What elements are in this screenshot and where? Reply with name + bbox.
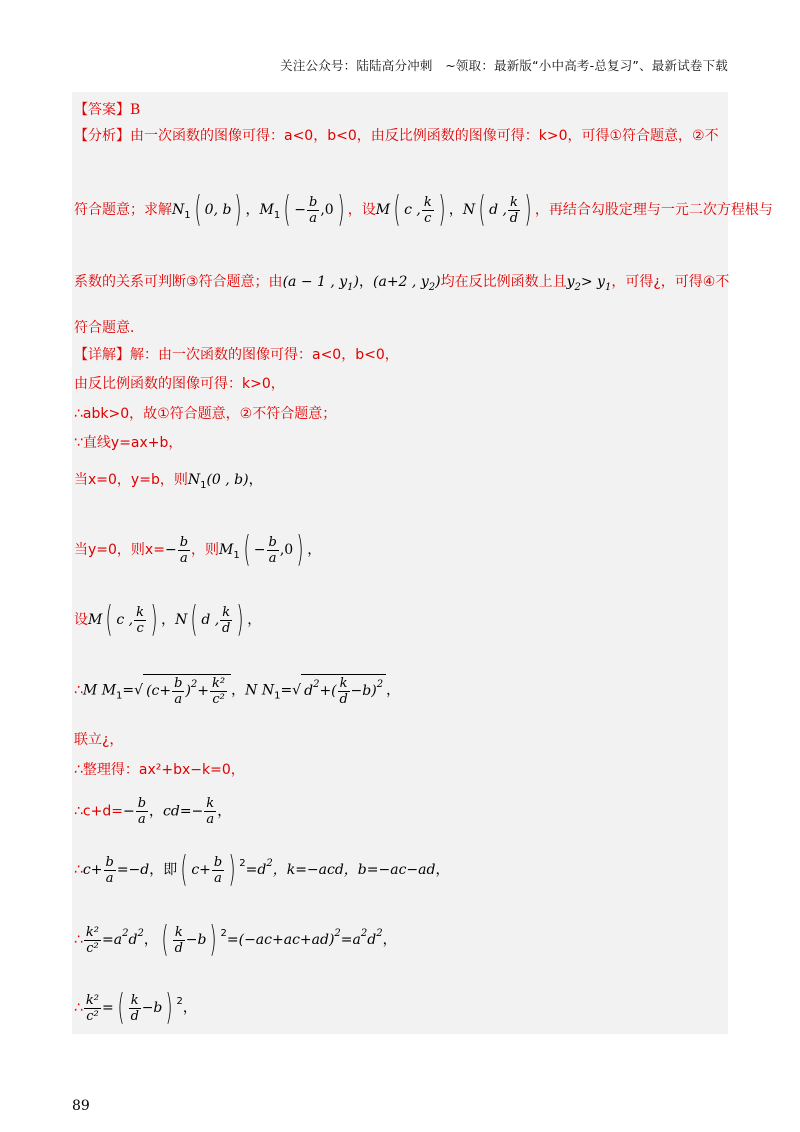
analysis-text-2c: ，再结合勾股定理与一元二次方程根与 xyxy=(534,202,773,218)
analysis-text-3c: ，可得¿，可得④不 xyxy=(611,274,730,290)
answer-line xyxy=(74,100,140,120)
detail-line-11: ∴c+d=− $\frac{b}{a}$ ，cd=− $\frac{k}{a}$ ， xyxy=(74,796,232,827)
analysis-line-2: 符合题意；求解$N_1$( 0, b) ，$M_1$( − $\frac{b}{a}$ ,0) ，设M( c , $\frac{k}{c}$ ) ，N( d , $\frac{k}{d}$ ) ，再结合勾股定理与一元二次方程根与 xyxy=(74,189,773,230)
analysis-text-2b: ，设 xyxy=(347,202,376,218)
detail-text-11: ∴c+d= xyxy=(74,803,123,820)
detail-text-8: ∴ xyxy=(74,682,83,699)
analysis-text-2a: 符合题意；求解 xyxy=(74,202,172,218)
analysis-text-1: 由一次函数的图像可得：a<0，b<0，由反比例函数的图像可得：k>0，可得①符合题意，②不 xyxy=(130,128,719,144)
detail-text-7: 设 xyxy=(74,612,88,628)
detail-line-9: 联立¿， xyxy=(74,732,124,748)
detail-text-6b: ，则 xyxy=(191,542,220,558)
detail-text-13: ∴ xyxy=(74,932,83,948)
detail-text-14: ∴ xyxy=(74,1000,83,1016)
detail-line-7: 设M( c , $\frac{k}{c}$ ) ，N( d , $\frac{k}{d}$ ) ， xyxy=(74,599,262,640)
detail-line-1 xyxy=(74,345,399,365)
detail-text-12: ∴ xyxy=(74,862,83,878)
detail-text-6: 当y=0，则x= xyxy=(74,542,165,558)
analysis-text-3a: 系数的关系可判断③符合题意；由 xyxy=(74,274,283,290)
detail-line-4: ∵直线y=ax+b， xyxy=(74,435,183,451)
detail-line-10: ∴整理得：ax²+bx−k=0， xyxy=(74,762,245,778)
detail-line-13: ∴ $\frac{\text{k²}}{\text{c²}}$ $=a^2d^2$，( $\frac{k}{d}$ −b) $^2=(-ac+ac+ad)^2=a^2d^2$， xyxy=(74,919,397,960)
detail-line-8: ∴M $M_1=√$ (c+ $\frac{b}{a}$ )$^2$+ $\frac{\text{k²}}{\text{c²}}$ ，N $N_1=√$ $d^2+$( $\frac{k}{d}$ −b)$^2$ ， xyxy=(74,675,401,707)
page-header: 关注公众号：陆陆高分冲刺 ~领取：最新版“小中高考-总复习”、最新试卷下载 xyxy=(280,58,728,73)
detail-text-5: 当x=0，y=b，则 xyxy=(74,472,188,488)
analysis-line-1 xyxy=(74,126,719,146)
analysis-text-3b: 均在反比例函数上且 xyxy=(440,274,567,290)
page-number: 89 xyxy=(72,1098,90,1114)
analysis-line-4: 符合题意． xyxy=(74,320,144,336)
detail-line-12: ∴c+ $\frac{b}{a}$ =−d，即( c+ $\frac{b}{a}$ ) $^2=d^2$，k=−acd，b=−ac−ad， xyxy=(74,849,450,890)
answer-label: 【答案】 xyxy=(74,102,130,118)
answer-value: B xyxy=(130,102,141,118)
detail-line-5: 当x=0，y=b，则$N_1(0$ , b)， xyxy=(74,472,263,491)
analysis-line-3: 系数的关系可判断③符合题意；由(a − 1 , $y_1$)，(a+2 , $y_2$)均在反比例函数上且$y_2> y_1$，可得¿，可得④不 xyxy=(74,274,730,293)
detail-text-1: 解：由一次函数的图像可得：a<0，b<0， xyxy=(130,347,399,363)
detail-label: 【详解】 xyxy=(74,347,130,363)
detail-line-14: ∴ $\frac{\text{k²}}{\text{c²}}$ =( $\frac{k}{d}$ −b) $^2$， xyxy=(74,987,197,1028)
detail-line-3: ∴abk>0，故①符合题意，②不符合题意； xyxy=(74,406,337,422)
detail-line-2: 由反比例函数的图像可得：k>0， xyxy=(74,376,285,392)
detail-line-6: 当y=0，则x=− $\frac{b}{a}$ ，则$M_1$( − $\frac{b}{a}$ ,0) ， xyxy=(74,529,322,570)
analysis-label: 【分析】 xyxy=(74,128,130,144)
